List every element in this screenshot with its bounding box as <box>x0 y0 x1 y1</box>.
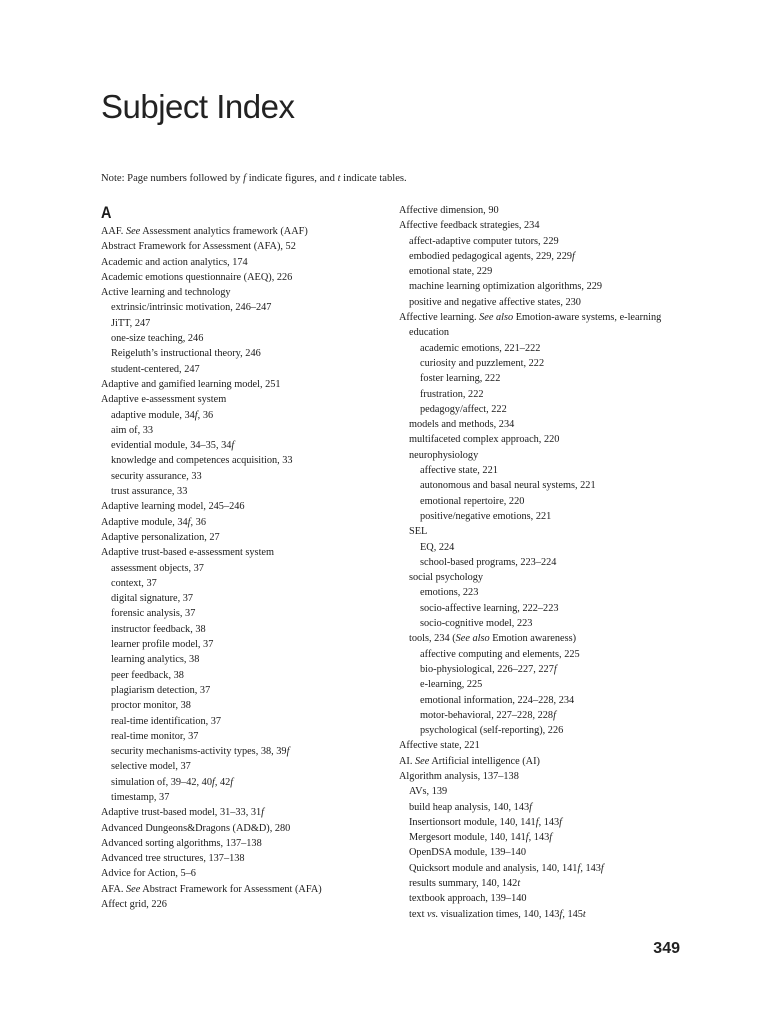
index-entry: Advice for Action, 5–6 <box>101 868 196 880</box>
index-entry: Algorithm analysis, 137–138 <box>399 770 519 782</box>
index-entry: autonomous and basal neural systems, 221 <box>420 480 596 492</box>
index-entry: AFA. See Abstract Framework for Assessment (AFA) <box>101 883 322 895</box>
index-entry: JiTT, 247 <box>111 317 151 329</box>
index-entry: tools, 234 (See also Emotion awareness) <box>409 633 577 645</box>
index-entry: Adaptive learning model, 245–246 <box>101 501 245 513</box>
index-entry: Affective feedback strategies, 234 <box>399 220 540 232</box>
index-entry: text vs. visualization times, 140, 143f, 145t <box>409 908 586 920</box>
index-entry: learner profile model, 37 <box>111 639 214 651</box>
index-entry: Abstract Framework for Assessment (AFA), 52 <box>101 241 296 253</box>
index-entry: Advanced Dungeons&Dragons (AD&D), 280 <box>101 822 291 834</box>
index-entry: education <box>409 327 450 339</box>
index-entry: Affective dimension, 90 <box>399 205 499 216</box>
index-entry: build heap analysis, 140, 143f <box>409 801 532 813</box>
index-column-right <box>399 203 689 922</box>
index-entry: Advanced sorting algorithms, 137–138 <box>101 837 262 849</box>
index-entry: instructor feedback, 38 <box>111 623 206 635</box>
index-entry: digital signature, 37 <box>111 593 194 605</box>
index-entry: Adaptive e-assessment system <box>101 394 227 406</box>
index-entry: affect-adaptive computer tutors, 229 <box>409 235 559 247</box>
index-entry: Mergesort module, 140, 141f, 143f <box>409 832 553 844</box>
index-entry: curiosity and puzzlement, 222 <box>420 357 545 369</box>
index-entry: assessment objects, 37 <box>111 562 204 574</box>
index-entry: positive/negative emotions, 221 <box>420 510 552 522</box>
index-entry: Adaptive and gamified learning model, 251 <box>101 378 281 390</box>
index-entry: pedagogy/affect, 222 <box>420 403 507 415</box>
index-entry: extrinsic/intrinsic motivation, 246–247 <box>111 302 272 314</box>
index-entry: learning analytics, 38 <box>111 654 200 666</box>
index-entry: Academic and action analytics, 174 <box>101 256 248 268</box>
index-entry: Academic emotions questionnaire (AEQ), 226 <box>101 271 293 283</box>
index-note: Note: Page numbers followed by f indicate figures, and t indicate tables. <box>101 173 407 184</box>
index-entry: emotional repertoire, 220 <box>420 495 525 507</box>
index-entry: bio-physiological, 226–227, 227f <box>420 663 557 675</box>
index-entry: timestamp, 37 <box>111 791 170 803</box>
index-entry: embodied pedagogical agents, 229, 229f <box>409 250 575 262</box>
index-entry: Affect grid, 226 <box>101 899 167 911</box>
index-entry: peer feedback, 38 <box>111 669 184 681</box>
index-entry: SEL <box>409 526 428 538</box>
index-entry: socio-affective learning, 222–223 <box>420 602 559 614</box>
index-entry: positive and negative affective states, 230 <box>409 296 581 308</box>
index-entry: e-learning, 225 <box>420 679 483 691</box>
index-entry: plagiarism detection, 37 <box>111 684 211 696</box>
index-entry: context, 37 <box>111 577 157 589</box>
index-entry: models and methods, 234 <box>409 419 515 431</box>
index-entry: EQ, 224 <box>420 541 455 553</box>
index-entry: AAF. See Assessment analytics framework (AAF) <box>101 226 308 237</box>
index-entry: Adaptive module, 34f, 36 <box>101 516 206 528</box>
index-entry: AI. See Artificial intelligence (AI) <box>399 755 540 767</box>
index-entry: academic emotions, 221–222 <box>420 342 541 354</box>
index-entry: forensic analysis, 37 <box>111 608 196 620</box>
page-number: 349 <box>653 940 680 957</box>
index-entry: psychological (self-reporting), 226 <box>420 725 564 737</box>
index-entry: one-size teaching, 246 <box>111 333 204 345</box>
index-entry: Active learning and technology <box>101 287 231 299</box>
index-entry: knowledge and competences acquisition, 33 <box>111 455 293 467</box>
index-entry: results summary, 140, 142t <box>409 878 521 890</box>
index-entry: real-time identification, 37 <box>111 715 222 727</box>
index-entry: emotional state, 229 <box>409 266 493 278</box>
index-entry: proctor monitor, 38 <box>111 700 191 712</box>
index-entry: emotions, 223 <box>420 587 479 599</box>
index-entry: simulation of, 39–42, 40f, 42f <box>111 776 234 788</box>
index-entry: Quicksort module and analysis, 140, 141f, 143f <box>409 862 604 874</box>
index-entry: school-based programs, 223–224 <box>420 556 557 568</box>
index-column-left <box>101 203 391 912</box>
left-entries <box>101 224 391 912</box>
index-entry: machine learning optimization algorithms, 229 <box>409 281 603 293</box>
index-entry: real-time monitor, 37 <box>111 730 199 742</box>
index-entry: foster learning, 222 <box>420 373 501 385</box>
index-entry: Advanced tree structures, 137–138 <box>101 853 245 865</box>
index-entry: evidential module, 34–35, 34f <box>111 440 235 452</box>
index-entry: multifaceted complex approach, 220 <box>409 434 560 446</box>
index-entry: neurophysiology <box>409 449 479 461</box>
index-entry: socio-cognitive model, 223 <box>420 618 533 630</box>
section-letter: A <box>101 203 112 222</box>
index-entry: Affective learning. See also Emotion-aware systems, e-learning <box>399 312 662 324</box>
index-entry: selective model, 37 <box>111 761 191 773</box>
index-entry: Affective state, 221 <box>399 740 480 752</box>
index-entry: social psychology <box>409 572 484 584</box>
index-entry: emotional information, 224–228, 234 <box>420 694 575 706</box>
index-entry: AVs, 139 <box>409 786 448 798</box>
index-entry: Adaptive trust-based model, 31–33, 31f <box>101 807 265 819</box>
index-entry: frustration, 222 <box>420 388 484 400</box>
index-entry: aim of, 33 <box>111 424 154 436</box>
page-title: Subject Index <box>101 88 295 125</box>
index-entry: Adaptive personalization, 27 <box>101 531 220 543</box>
index-entry: trust assurance, 33 <box>111 486 188 498</box>
index-entry: Insertionsort module, 140, 141f, 143f <box>409 816 563 828</box>
index-entry: student-centered, 247 <box>111 363 200 375</box>
index-entry: adaptive module, 34f, 36 <box>111 409 214 421</box>
index-entry: OpenDSA module, 139–140 <box>409 847 526 859</box>
index-entry: Reigeluth’s instructional theory, 246 <box>111 348 261 360</box>
index-entry: security mechanisms-activity types, 38, 39f <box>111 746 290 758</box>
index-entry: security assurance, 33 <box>111 470 202 482</box>
index-entry: affective state, 221 <box>420 465 498 477</box>
index-entry: affective computing and elements, 225 <box>420 648 580 660</box>
index-entry: Adaptive trust-based e-assessment system <box>101 547 275 559</box>
index-entry: textbook approach, 139–140 <box>409 893 527 905</box>
index-entry: motor-behavioral, 227–228, 228f <box>420 709 556 721</box>
right-entries <box>399 203 689 922</box>
